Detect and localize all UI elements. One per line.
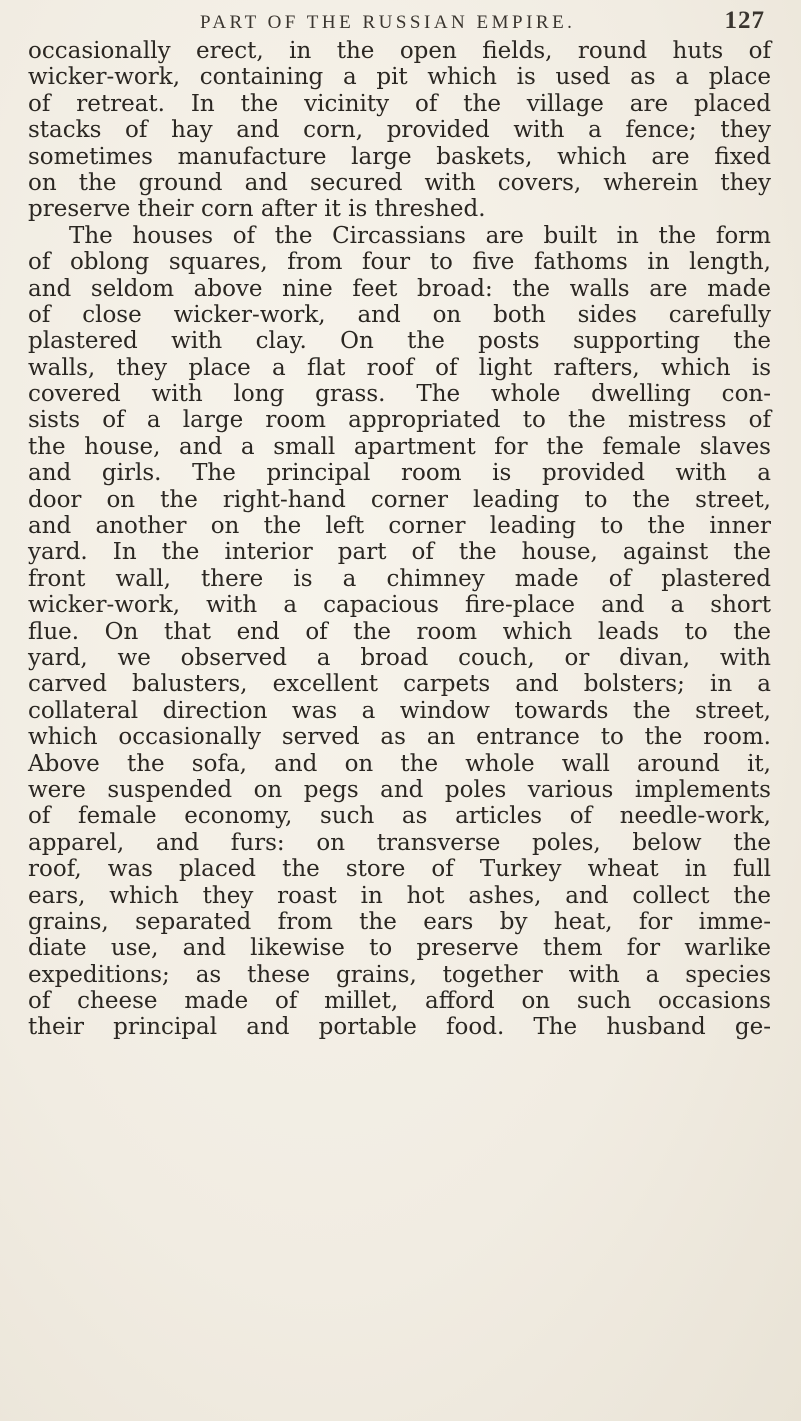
- text-line: wicker-work, containing a pit which is used as a place: [28, 64, 771, 91]
- text-line: preserve their corn after it is threshed.: [28, 196, 486, 223]
- text-line: of female economy, such as articles of needle-work,: [28, 803, 771, 830]
- text-line: and another on the left corner leading to the inner: [28, 513, 771, 540]
- text-line: stacks of hay and corn, provided with a fence; they: [28, 117, 771, 144]
- text-line: collateral direction was a window towards the street,: [28, 697, 771, 724]
- body-text: [28, 38, 771, 1041]
- text-line: and girls. The principal room is provided with a: [28, 460, 771, 487]
- text-line: door on the right-hand corner leading to the street,: [28, 486, 771, 513]
- text-line: sists of a large room appropriated to the mistress of: [28, 407, 771, 434]
- text-line: their principal and portable food. The husband ge-: [28, 1014, 771, 1041]
- text-line: and seldom above nine feet broad: the walls are made: [28, 275, 771, 302]
- text-line: of retreat. In the vicinity of the village are placed: [28, 90, 771, 117]
- text-line: sometimes manufacture large baskets, which are fixed: [28, 143, 771, 170]
- running-head: [200, 6, 765, 40]
- running-title: PART OF THE RUSSIAN EMPIRE.: [200, 12, 576, 33]
- text-line: apparel, and furs: on transverse poles, below the: [28, 829, 771, 856]
- text-line: grains, separated from the ears by heat, for imme-: [28, 908, 771, 935]
- text-line: of close wicker-work, and on both sides carefully: [28, 301, 771, 328]
- text-line: yard. In the interior part of the house, against the: [28, 539, 771, 566]
- text-line: wicker-work, with a capacious fire-place and a short: [28, 592, 771, 619]
- text-line: on the ground and secured with covers, wherein they: [28, 169, 771, 196]
- text-line: were suspended on pegs and poles various implements: [28, 776, 771, 803]
- text-line: front wall, there is a chimney made of plastered: [28, 565, 771, 592]
- text-line: the house, and a small apartment for the female slaves: [28, 433, 771, 460]
- page-number: 127: [724, 7, 765, 34]
- text-line: which occasionally served as an entrance to the room.: [28, 724, 771, 751]
- text-line: walls, they place a flat roof of light rafters, which is: [28, 354, 771, 381]
- text-line: flue. On that end of the room which leads to the: [28, 618, 771, 645]
- text-line: diate use, and likewise to preserve them for warlike: [28, 935, 771, 962]
- text-line: Above the sofa, and on the whole wall around it,: [28, 750, 771, 777]
- text-line: roof, was placed the store of Turkey wheat in full: [28, 856, 771, 883]
- text-line: plastered with clay. On the posts supporting the: [28, 328, 771, 355]
- text-line: yard, we observed a broad couch, or divan, with: [28, 644, 771, 671]
- text-line: expeditions; as these grains, together with a species: [28, 961, 771, 988]
- text-line: ears, which they roast in hot ashes, and collect the: [28, 882, 771, 909]
- text-line: occasionally erect, in the open fields, round huts of: [28, 38, 771, 64]
- text-line: of oblong squares, from four to five fathoms in length,: [28, 249, 771, 276]
- text-line: carved balusters, excellent carpets and bolsters; in a: [28, 671, 771, 698]
- text-line: covered with long grass. The whole dwelling con-: [28, 381, 771, 408]
- text-line: The houses of the Circassians are built in the form: [69, 222, 771, 249]
- text-line: of cheese made of millet, afford on such occasions: [28, 988, 771, 1015]
